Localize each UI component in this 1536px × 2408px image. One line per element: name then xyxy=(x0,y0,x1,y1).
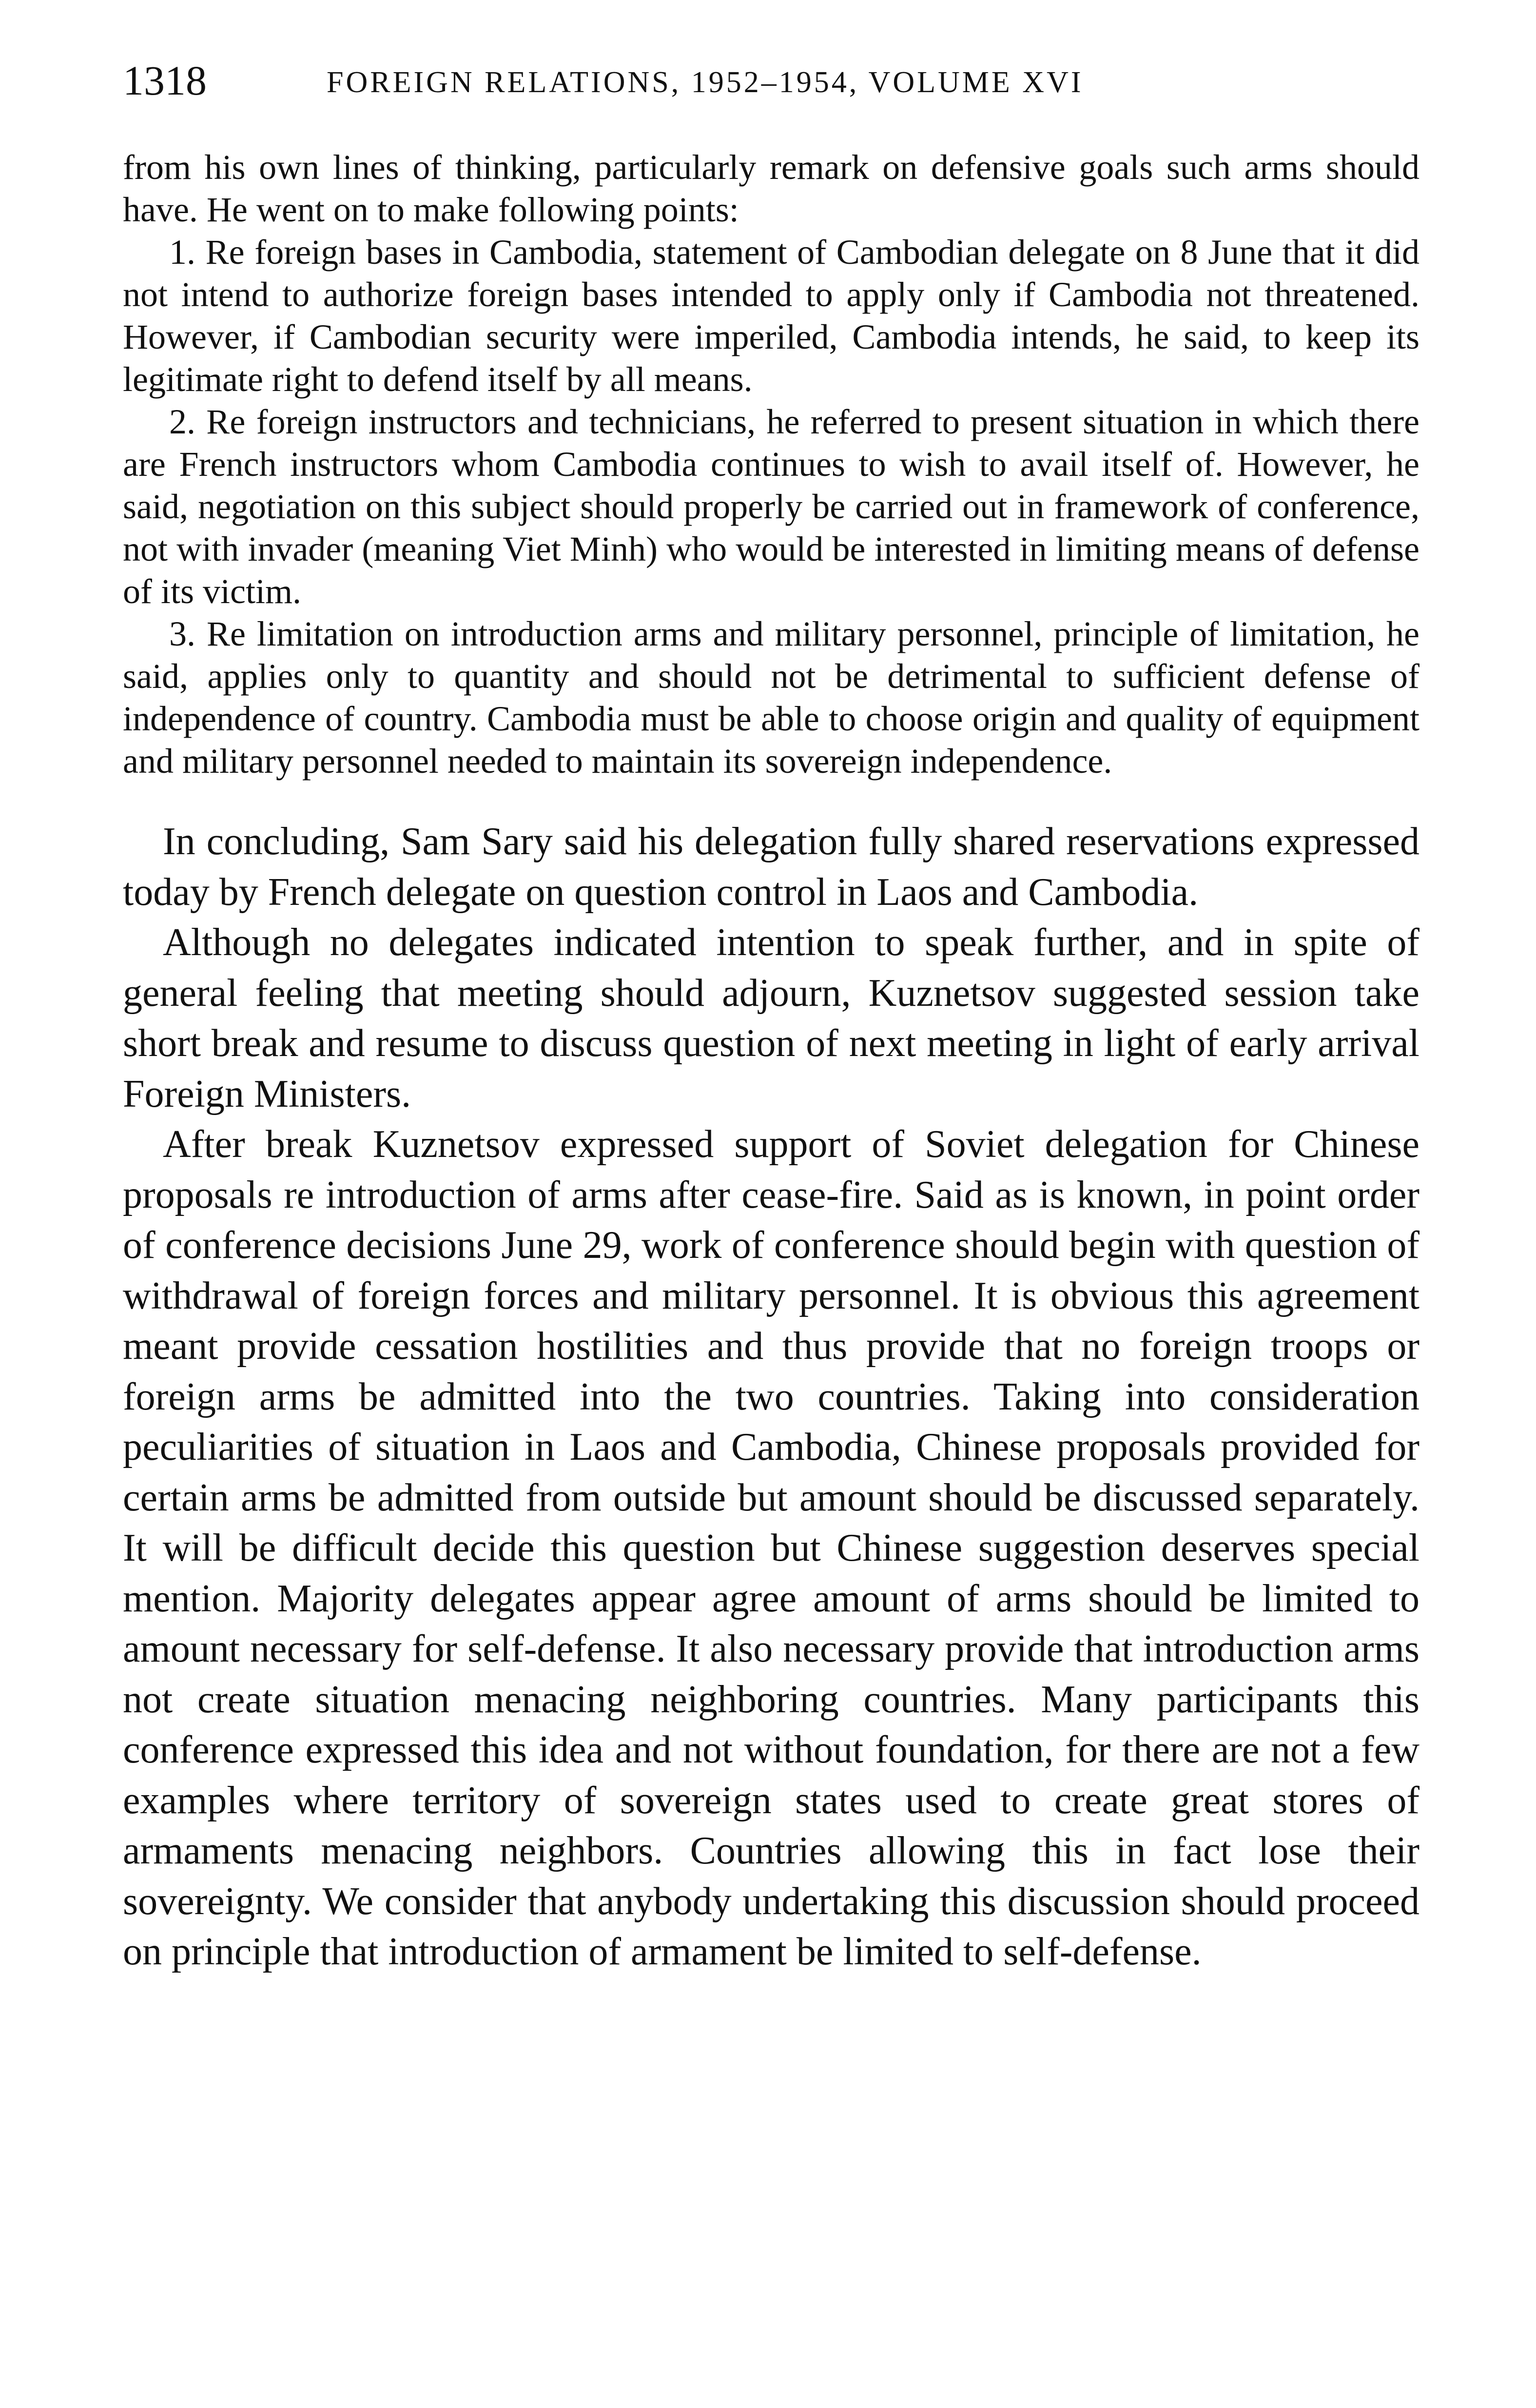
point-3-paragraph: 3. Re limitation on introduction arms and military personnel, principle of limitation, he said, applies only to quantity and should not be detrimental to sufficient defense of independence of country. Cambodia must be able to choose origin and quality of equipment and military personnel needed to maintain its sovereign independence. xyxy=(123,614,1419,781)
kuznetsov-paragraph: After break Kuznetsov expressed support of Soviet delegation for Chinese proposals re introduction of arms after cease-fire. Said as is known, in point order of conference decisions June 29, work of conference should begin with question of withdrawal of foreign forces and military personnel. It is obvious this agreement meant provide cessation hostilities and thus provide that no foreign troops or foreign arms be admitted into the two countries. Taking into consideration peculiarities of situation in Laos and Cambodia, Chinese proposals provided for certain arms be admitted from outside but amount should be discussed separately. It will be difficult decide this question but Chinese suggestion deserves special mention. Majority delegates appear agree amount of arms should be limited to amount necessary for self-defense. It also necessary provide that introduction arms not create situation menacing neighboring countries. Many participants this conference expressed this idea and not without foundation, for there are not a few examples where territory of sovereign states used to create great stores of armaments menacing neighbors. Countries allowing this in fact lose their sovereignty. We consider that anybody undertaking this discussion should proceed on principle that introduction of armament be limited to self-defense. xyxy=(123,1123,1419,1973)
continuation-paragraph: from his own lines of thinking, particularly remark on defensive goals such arms should have. He went on to make following points: xyxy=(123,148,1419,229)
point-1-paragraph: 1. Re foreign bases in Cambodia, statement of Cambodian delegate on 8 June that it did not intend to authorize foreign bases intended to apply only if Cambodia not threatened. However, if Cambodian security were imperiled, Cambodia intends, he said, to keep its legitimate right to defend itself by all means. xyxy=(123,233,1419,399)
page-header xyxy=(123,54,1419,107)
running-head: FOREIGN RELATIONS, 1952–1954, VOLUME XVI xyxy=(327,66,1084,99)
point-2-paragraph: 2. Re foreign instructors and technicians, he referred to present situation in which there are French instructors whom Cambodia continues to wish to avail itself of. However, he said, negotiation on this subject should properly be carried out in framework of conference, not with invader (meaning Viet Minh) who would be interested in limiting means of defense of its victim. xyxy=(123,402,1419,611)
concluding-paragraph: In concluding, Sam Sary said his delegation fully shared reservations expressed today by French delegate on question control in Laos and Cambodia. xyxy=(123,820,1419,914)
page-number: 1318 xyxy=(123,57,207,104)
break-paragraph: Although no delegates indicated intention to speak further, and in spite of general feeling that meeting should adjourn, Kuznetsov suggested session take short break and resume to discuss question of next meeting in light of early arrival Foreign Ministers. xyxy=(123,921,1419,1116)
body-text xyxy=(123,146,1419,1977)
section-gap xyxy=(123,783,1419,817)
